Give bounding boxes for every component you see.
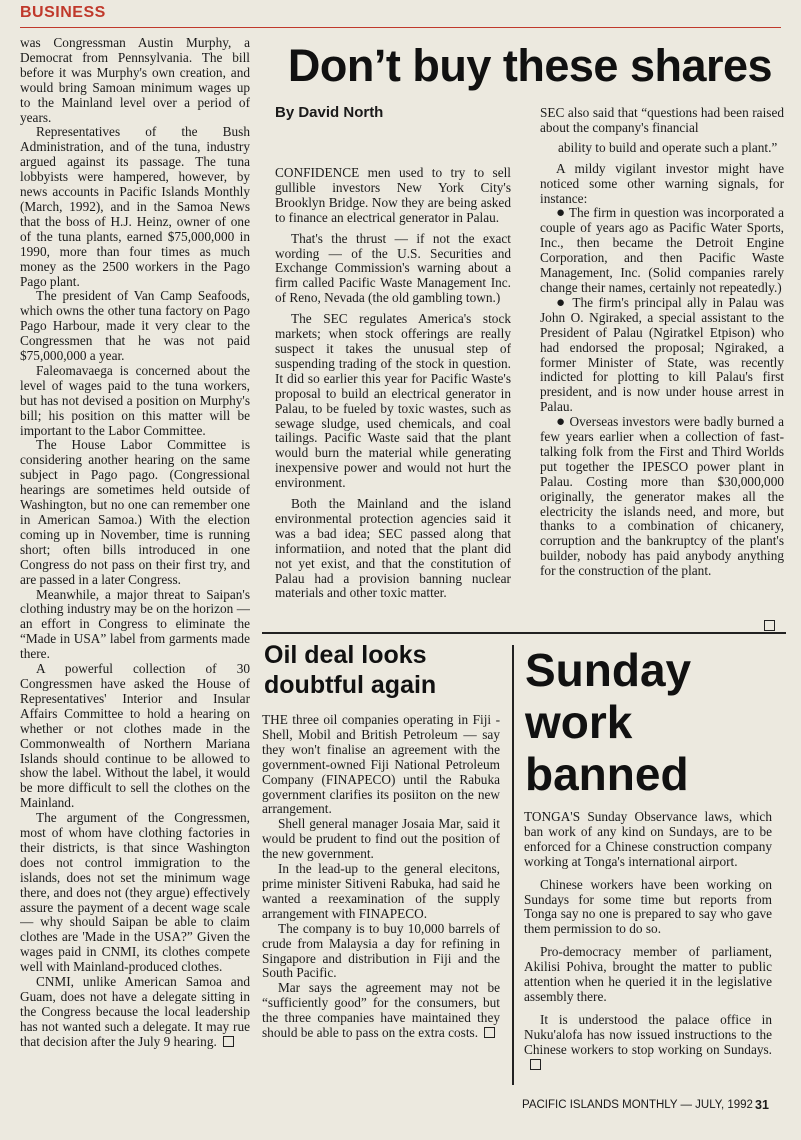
paragraph-text: It is understood the palace office in Nuku'alofa has now issued instructions to the Chinese workers to stop working on Sundays. xyxy=(524,1011,772,1057)
page-number: 31 xyxy=(755,1098,769,1112)
section-label: BUSINESS xyxy=(20,4,106,21)
paragraph: was Congressman Austin Murphy, a Democrat from Pennsylvania. The bill before it was Murphy's own creation, and would bring Samoan minimum wages up to the Mainland level over a period of years. xyxy=(20,36,250,125)
bullet-item xyxy=(540,415,784,579)
paragraph: Meanwhile, a major threat to Saipan's clothing industry may be on the horizon — an effort in Congress to eliminate the “Made in USA” label from garments made there. xyxy=(20,586,250,662)
header-rule xyxy=(20,27,781,28)
oil-column xyxy=(262,713,500,1083)
paragraph: Chinese workers have been working on Sundays for some time but reports from Tonga say no one is prepared to say who gave them permission to do so. xyxy=(524,876,772,937)
paragraph: The president of Van Camp Seafoods, which owns the other tuna factory on Pago Pago Harbour, made it very clear to the Congressmen that he was not paid $75,000,000 a year. xyxy=(20,288,250,364)
paragraph: The company is to buy 10,000 barrels of crude from Malaysia a day for refining in Singapore and distribution in Fiji and the South Pacific. xyxy=(262,920,500,981)
bullet-text: Overseas investors were badly burned a few years earlier when a collection of fast-talking folk from the First and Third Worlds put together the IPESCO power plant in Palau. Costing more than $30,000,000 originally, the generator makes all the electricity the islands need, and more, but thanks to a combination of chicanery, corruption and the bankruptcy of the plant's builder, nobody has paid anybody anything for the construction of the plant. xyxy=(540,414,784,579)
oil-headline: Oil deal looks doubtful again xyxy=(264,641,437,699)
quote-continuation: ability to build and operate such a plant.” xyxy=(558,139,778,155)
paragraph: The SEC regulates America's stock markets; when stock offerings are really suspect it takes the unusual step of suspending trading of the stock in question. It did so earlier this year for Pacific Waste's proposal to build an electrical generator in Palau, to be fueled by toxic wastes, such as sewage sludge, used chemicals, and coal tailings. Pacific Waste said that the plant would burn the material while generating inexpensive power and would not hurt the environment. xyxy=(275,311,511,491)
paragraph: TONGA'S Sunday Observance laws, which ban work of any kind on Sundays, are to be enforced for a Chinese construction company working at Tonga's international airport. xyxy=(524,810,772,869)
left-column xyxy=(20,36,250,1076)
paragraph: That's the thrust — if not the exact wording — of the U.S. Securities and Exchange Commission's warning about a firm called Pacific Waste Management Inc. of Reno, Nevada (the old gambling town.) xyxy=(275,230,511,306)
paragraph-final xyxy=(524,1013,772,1073)
byline: By David North xyxy=(275,104,384,121)
paragraph: CONFIDENCE men used to try to sell gullible investors New York City's Brooklyn Bridge. Now they are being asked to finance an electrical generator in Palau. xyxy=(275,166,511,225)
bullet-text: The firm's principal ally in Palau was John O. Ngiraked, a special assistant to the President of Palau (Ngiratkel Etpison) who had endorsed the proposal; Ngiraked, a former Minister of State, was recently indicted for plotting to kill Palau's first president, and is now under house arrest in Palau. xyxy=(540,294,784,415)
paragraph: In the lead-up to the general elecitons, prime minister Sitiveni Rabuka, had said he wanted a reexamination of the supply arrangement with FINAPECO. xyxy=(262,861,500,921)
headline-line: work xyxy=(525,696,633,748)
paragraph: Both the Mainland and the island environmental protection agencies said it was a bad idea; SEC passed along that informatiion, and noted that the plant did not yet exist, and that the constitution of Palau had a provision banning nuclear materials and other toxic matter. xyxy=(275,496,511,601)
paragraph: Shell general manager Josaia Mar, said it would be prudent to find out the position of the new government. xyxy=(262,816,500,862)
paragraph: THE three oil companies operating in Fiji - Shell, Mobil and British Petroleum — say they won't finalise an agreement with the government-owned Fiji National Petroleum Company (FINAPECO) until the Rabuka government clarifies its posiiton on the new arrangement. xyxy=(262,713,500,817)
bullet-icon: ● xyxy=(555,294,568,311)
shares-column-2 xyxy=(540,106,784,626)
shares-column-1 xyxy=(275,166,511,628)
bullet-text: The firm in question was incorporated a couple of years ago as Pacific Water Sports, Inc., then became the Detroit Engine Corporation, and then Pacific Waste Management, Inc. (Solid companies rarely change their names, certainly not repeatedly.) xyxy=(540,205,784,295)
article-divider xyxy=(262,632,786,634)
headline-line: banned xyxy=(525,748,689,800)
paragraph: Faleomavaega is concerned about the level of wages paid to the tuna workers, but has not devised a position on Murphy's bill; his position on this matter will be important to the Labor Committee. xyxy=(20,362,250,438)
sunday-column xyxy=(524,810,772,1090)
end-mark-icon xyxy=(484,1027,495,1038)
paragraph: A mildy vigilant investor might have noticed some other warning signals, for instance: xyxy=(540,160,784,206)
paragraph: Representatives of the Bush Administration, and of the tuna, industry argued against its passage. The tuna lobbyists were hampered, however, by news accounts in Pacific Islands Monthly (March, 1992), and in the Samoa News that the boss of H.J. Heinz, owner of one of the tuna plants, earned $75,000,000 in 1990, more than four times as much money as the 2500 workers in the Pago Pago plant. xyxy=(20,124,250,289)
end-mark-icon xyxy=(530,1059,541,1070)
paragraph: The House Labor Committee is considering another hearing on the same subject in Pago pago. (Congressional hearings are sometimes held outside of Washington, but no one can remember one in American Samoa.) With the election coming up in November, time is running short; often bills introduced in one Congress do not pass on their first try, and are passed in a later Congress. xyxy=(20,437,250,587)
column-divider xyxy=(512,645,514,1085)
bullet-icon: ● xyxy=(555,414,566,431)
bullet-icon: ● xyxy=(555,205,566,222)
paragraph: Pro-democracy member of parliament, Akilisi Pohiva, brought the matter to public attention when he queried it in the legislative assembly there. xyxy=(524,944,772,1004)
paragraph-final xyxy=(20,975,250,1050)
end-mark-icon xyxy=(223,1036,234,1047)
publication-footer: PACIFIC ISLANDS MONTHLY — JULY, 1992 xyxy=(522,1099,753,1111)
shares-headline: Don’t buy these shares xyxy=(287,40,773,91)
headline-line: Sunday xyxy=(525,644,692,696)
paragraph: SEC also said that “questions had been raised about the company's financial xyxy=(540,106,784,135)
sunday-headline xyxy=(525,644,785,800)
paragraph-text: CNMI, unlike American Samoa and Guam, does not have a delegate sitting in the Congress because the local leadership has not wanted such a delegate. It may rue that decision after the July 9 hearing. xyxy=(20,974,250,1049)
end-mark-icon xyxy=(764,620,775,631)
paragraph-final xyxy=(262,981,500,1041)
paragraph-text: Mar says the agreement may not be “sufficiently good” for the consumers, but the three companies have maintained they should be able to pass on the extra costs. xyxy=(262,980,500,1041)
paragraph: A powerful collection of 30 Congressmen have asked the House of Representatives' Interior and Insular Affairs Committee to hold a hearing on whether or not clothes made in the Commonwealth of Northern Mariana Islands should continue to be allowed to show the label. Without the label, it would be more difficult to sell the clothes on the Mainland. xyxy=(20,661,250,811)
bullet-item xyxy=(540,296,784,415)
bullet-item xyxy=(540,206,784,295)
paragraph: The argument of the Congressmen, most of whom have clothing factories in their districts, is that since Washington does not control immigration to the islands, does not set the minimum wage there, and does not (they argue) effectively assure the payment of a decent wage scale — why should Saipan be able to claim clothes are 'Made in the USA?” Given the wages paid in CNMI, its clothes compete well with Mainland-produced clothes. xyxy=(20,810,250,975)
